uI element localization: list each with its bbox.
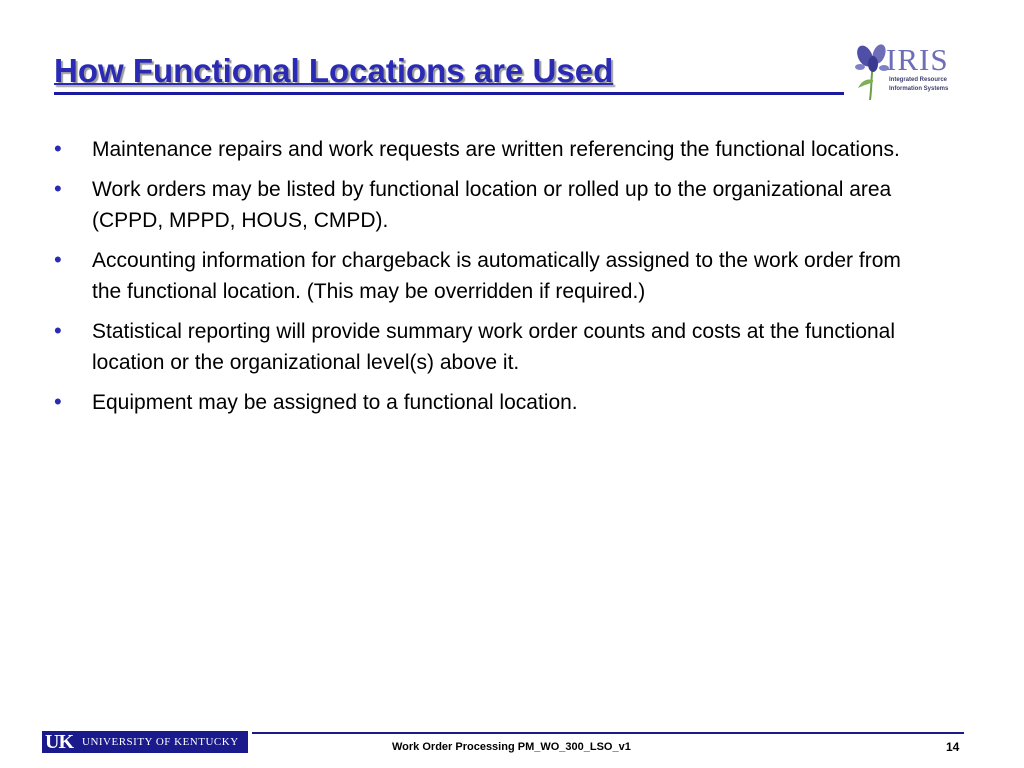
bullet-text: Work orders may be listed by functional location or rolled up to the organizational area (CPPD, MPPD, HOUS, CMPD). [92,178,892,232]
footer-rule [252,732,964,734]
iris-logo [852,40,957,102]
bullet-text: Statistical reporting will provide summary work order counts and costs at the functional location or the organizational level(s) above it. [92,320,896,374]
bullet-item [48,245,928,307]
bullet-dot-icon: • [54,247,62,272]
bullet-dot-icon: • [54,176,62,201]
bullet-item [48,174,928,236]
bullet-dot-icon: • [54,389,62,414]
iris-tagline-line2: Information Systems [889,86,949,92]
title-underline-rule [54,92,844,95]
bullet-dot-icon: • [54,136,62,161]
bullet-dot-icon: • [54,318,62,343]
uk-mark: UK [42,731,76,753]
footer-course-title: Work Order Processing PM_WO_300_LSO_v1 [392,741,631,753]
bullet-text: Maintenance repairs and work requests are written referencing the functional locations. [92,138,900,161]
iris-tagline-line1: Integrated Resource [889,77,948,83]
iris-wordmark: IRIS [886,42,949,77]
bullet-text: Accounting information for chargeback is automatically assigned to the work order from the functional location. (This may be overridden if required.) [92,249,901,303]
university-of-kentucky-logo [42,731,248,753]
slide-title: How Functional Locations are Used [54,52,614,89]
bullet-item [48,316,928,378]
bullet-text: Equipment may be assigned to a functional location. [92,391,578,414]
university-name: UNIVERSITY OF KENTUCKY [76,731,248,753]
page-number: 14 [946,740,960,754]
bullet-list [48,134,928,427]
bullet-item [48,134,928,165]
bullet-item [48,387,928,418]
